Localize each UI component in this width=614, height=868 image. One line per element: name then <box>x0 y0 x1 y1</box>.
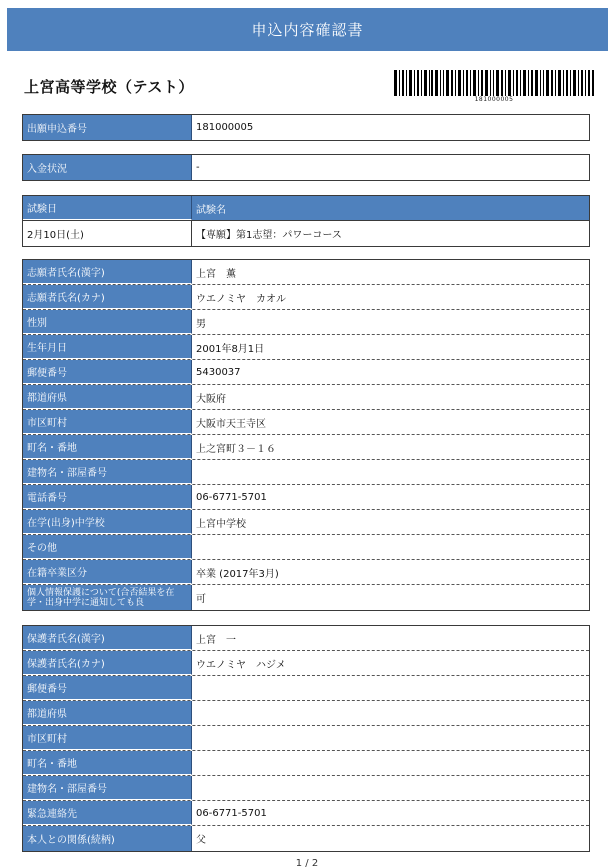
application-number-label: 出願申込番号 <box>23 115 192 140</box>
postal-code-value: 5430037 <box>196 366 241 378</box>
table-row <box>23 801 589 826</box>
table-row <box>23 485 589 510</box>
barcode-number: 181000005 <box>474 96 514 103</box>
table-row <box>23 115 589 140</box>
applicant-name-kana-label: 志願者氏名(カナ) <box>23 285 192 309</box>
table-row <box>23 435 589 460</box>
privacy-consent-value: 可 <box>196 594 206 605</box>
phone-value: 06-6771-5701 <box>196 491 267 503</box>
table-row <box>23 585 589 610</box>
application-number-table <box>22 114 590 141</box>
gender-value: 男 <box>196 318 206 330</box>
prefecture-value: 大阪府 <box>196 393 226 405</box>
exam-name-value: 【専願】第1志望：パワーコース <box>196 230 342 241</box>
other-label: その他 <box>23 535 192 559</box>
relationship-label: 本人との関係(続柄) <box>23 826 192 851</box>
graduation-status-value: 卒業 (2017年3月) <box>196 568 279 580</box>
table-row <box>23 626 589 651</box>
guardian-city-label: 市区町村 <box>23 726 192 750</box>
guardian-street-address-label: 町名・番地 <box>23 751 192 775</box>
table-row <box>23 335 589 360</box>
table-row <box>23 285 589 310</box>
applicant-table <box>22 259 590 611</box>
payment-status-label: 入金状況 <box>23 155 192 180</box>
graduation-status-label: 在籍卒業区分 <box>23 560 192 584</box>
table-row <box>23 535 589 560</box>
street-address-value: 上之宮町３－１６ <box>196 443 276 455</box>
table-row <box>23 460 589 485</box>
table-row <box>23 310 589 335</box>
table-row <box>23 385 589 410</box>
page-indicator: 1 / 2 <box>295 858 319 868</box>
postal-code-label: 郵便番号 <box>23 360 192 384</box>
city-value: 大阪市天王寺区 <box>196 418 266 430</box>
guardian-name-kana-label: 保護者氏名(カナ) <box>23 651 192 675</box>
payment-status-table <box>22 154 590 181</box>
guardian-name-kanji-value: 上宮 一 <box>196 634 236 646</box>
birthdate-label: 生年月日 <box>23 335 192 359</box>
guardian-prefecture-value <box>192 701 589 725</box>
emergency-contact-label: 緊急連絡先 <box>23 801 192 825</box>
guardian-building-value <box>192 776 589 800</box>
application-number-value: 181000005 <box>196 122 254 133</box>
payment-status-value: - <box>196 162 200 173</box>
table-row <box>23 260 589 285</box>
exam-name-header: 試験名 <box>192 196 589 220</box>
building-value <box>192 460 589 484</box>
birthdate-value: 2001年8月1日 <box>196 343 265 355</box>
table-row <box>23 726 589 751</box>
table-row <box>23 676 589 701</box>
table-row <box>23 560 589 585</box>
phone-label: 電話番号 <box>23 485 192 509</box>
prefecture-label: 都道府県 <box>23 385 192 409</box>
table-row <box>23 651 589 676</box>
applicant-name-kanji-value: 上宮 薫 <box>196 268 236 280</box>
guardian-city-value <box>192 726 589 750</box>
relationship-value: 父 <box>196 835 206 846</box>
exam-date-value: 2月10日(土) <box>23 221 192 246</box>
table-row <box>23 776 589 801</box>
building-label: 建物名・部屋番号 <box>23 460 192 484</box>
gender-label: 性別 <box>23 310 192 334</box>
emergency-contact-value: 06-6771-5701 <box>196 807 267 819</box>
table-row <box>23 751 589 776</box>
table-row <box>23 155 589 180</box>
guardian-table <box>22 625 590 852</box>
city-label: 市区町村 <box>23 410 192 434</box>
table-row <box>23 410 589 435</box>
exam-value-row <box>23 221 589 246</box>
guardian-name-kana-value: ウエノミヤ ハジメ <box>196 659 286 671</box>
barcode-icon <box>394 70 594 96</box>
guardian-prefecture-label: 都道府県 <box>23 701 192 725</box>
street-address-label: 町名・番地 <box>23 435 192 459</box>
guardian-name-kanji-label: 保護者氏名(漢字) <box>23 626 192 650</box>
school-name: 上宮高等学校（テスト） <box>24 78 194 96</box>
guardian-building-label: 建物名・部屋番号 <box>23 776 192 800</box>
exam-header-row <box>23 196 589 221</box>
junior-high-value: 上宮中学校 <box>196 518 246 530</box>
guardian-postal-code-label: 郵便番号 <box>23 676 192 700</box>
privacy-consent-label: 個人情報保護について(合否結果を在学・出身中学に通知しても良 <box>23 585 192 610</box>
table-row <box>23 701 589 726</box>
applicant-name-kana-value: ウエノミヤ カオル <box>196 293 286 305</box>
guardian-street-address-value <box>192 751 589 775</box>
table-row <box>23 360 589 385</box>
table-row <box>23 826 589 851</box>
other-value <box>192 535 589 559</box>
table-row <box>23 510 589 535</box>
junior-high-label: 在学(出身)中学校 <box>23 510 192 534</box>
document-title: 申込内容確認書 <box>7 8 608 51</box>
applicant-name-kanji-label: 志願者氏名(漢字) <box>23 260 192 284</box>
exam-table <box>22 195 590 247</box>
guardian-postal-code-value <box>192 676 589 700</box>
exam-date-header: 試験日 <box>23 196 192 220</box>
